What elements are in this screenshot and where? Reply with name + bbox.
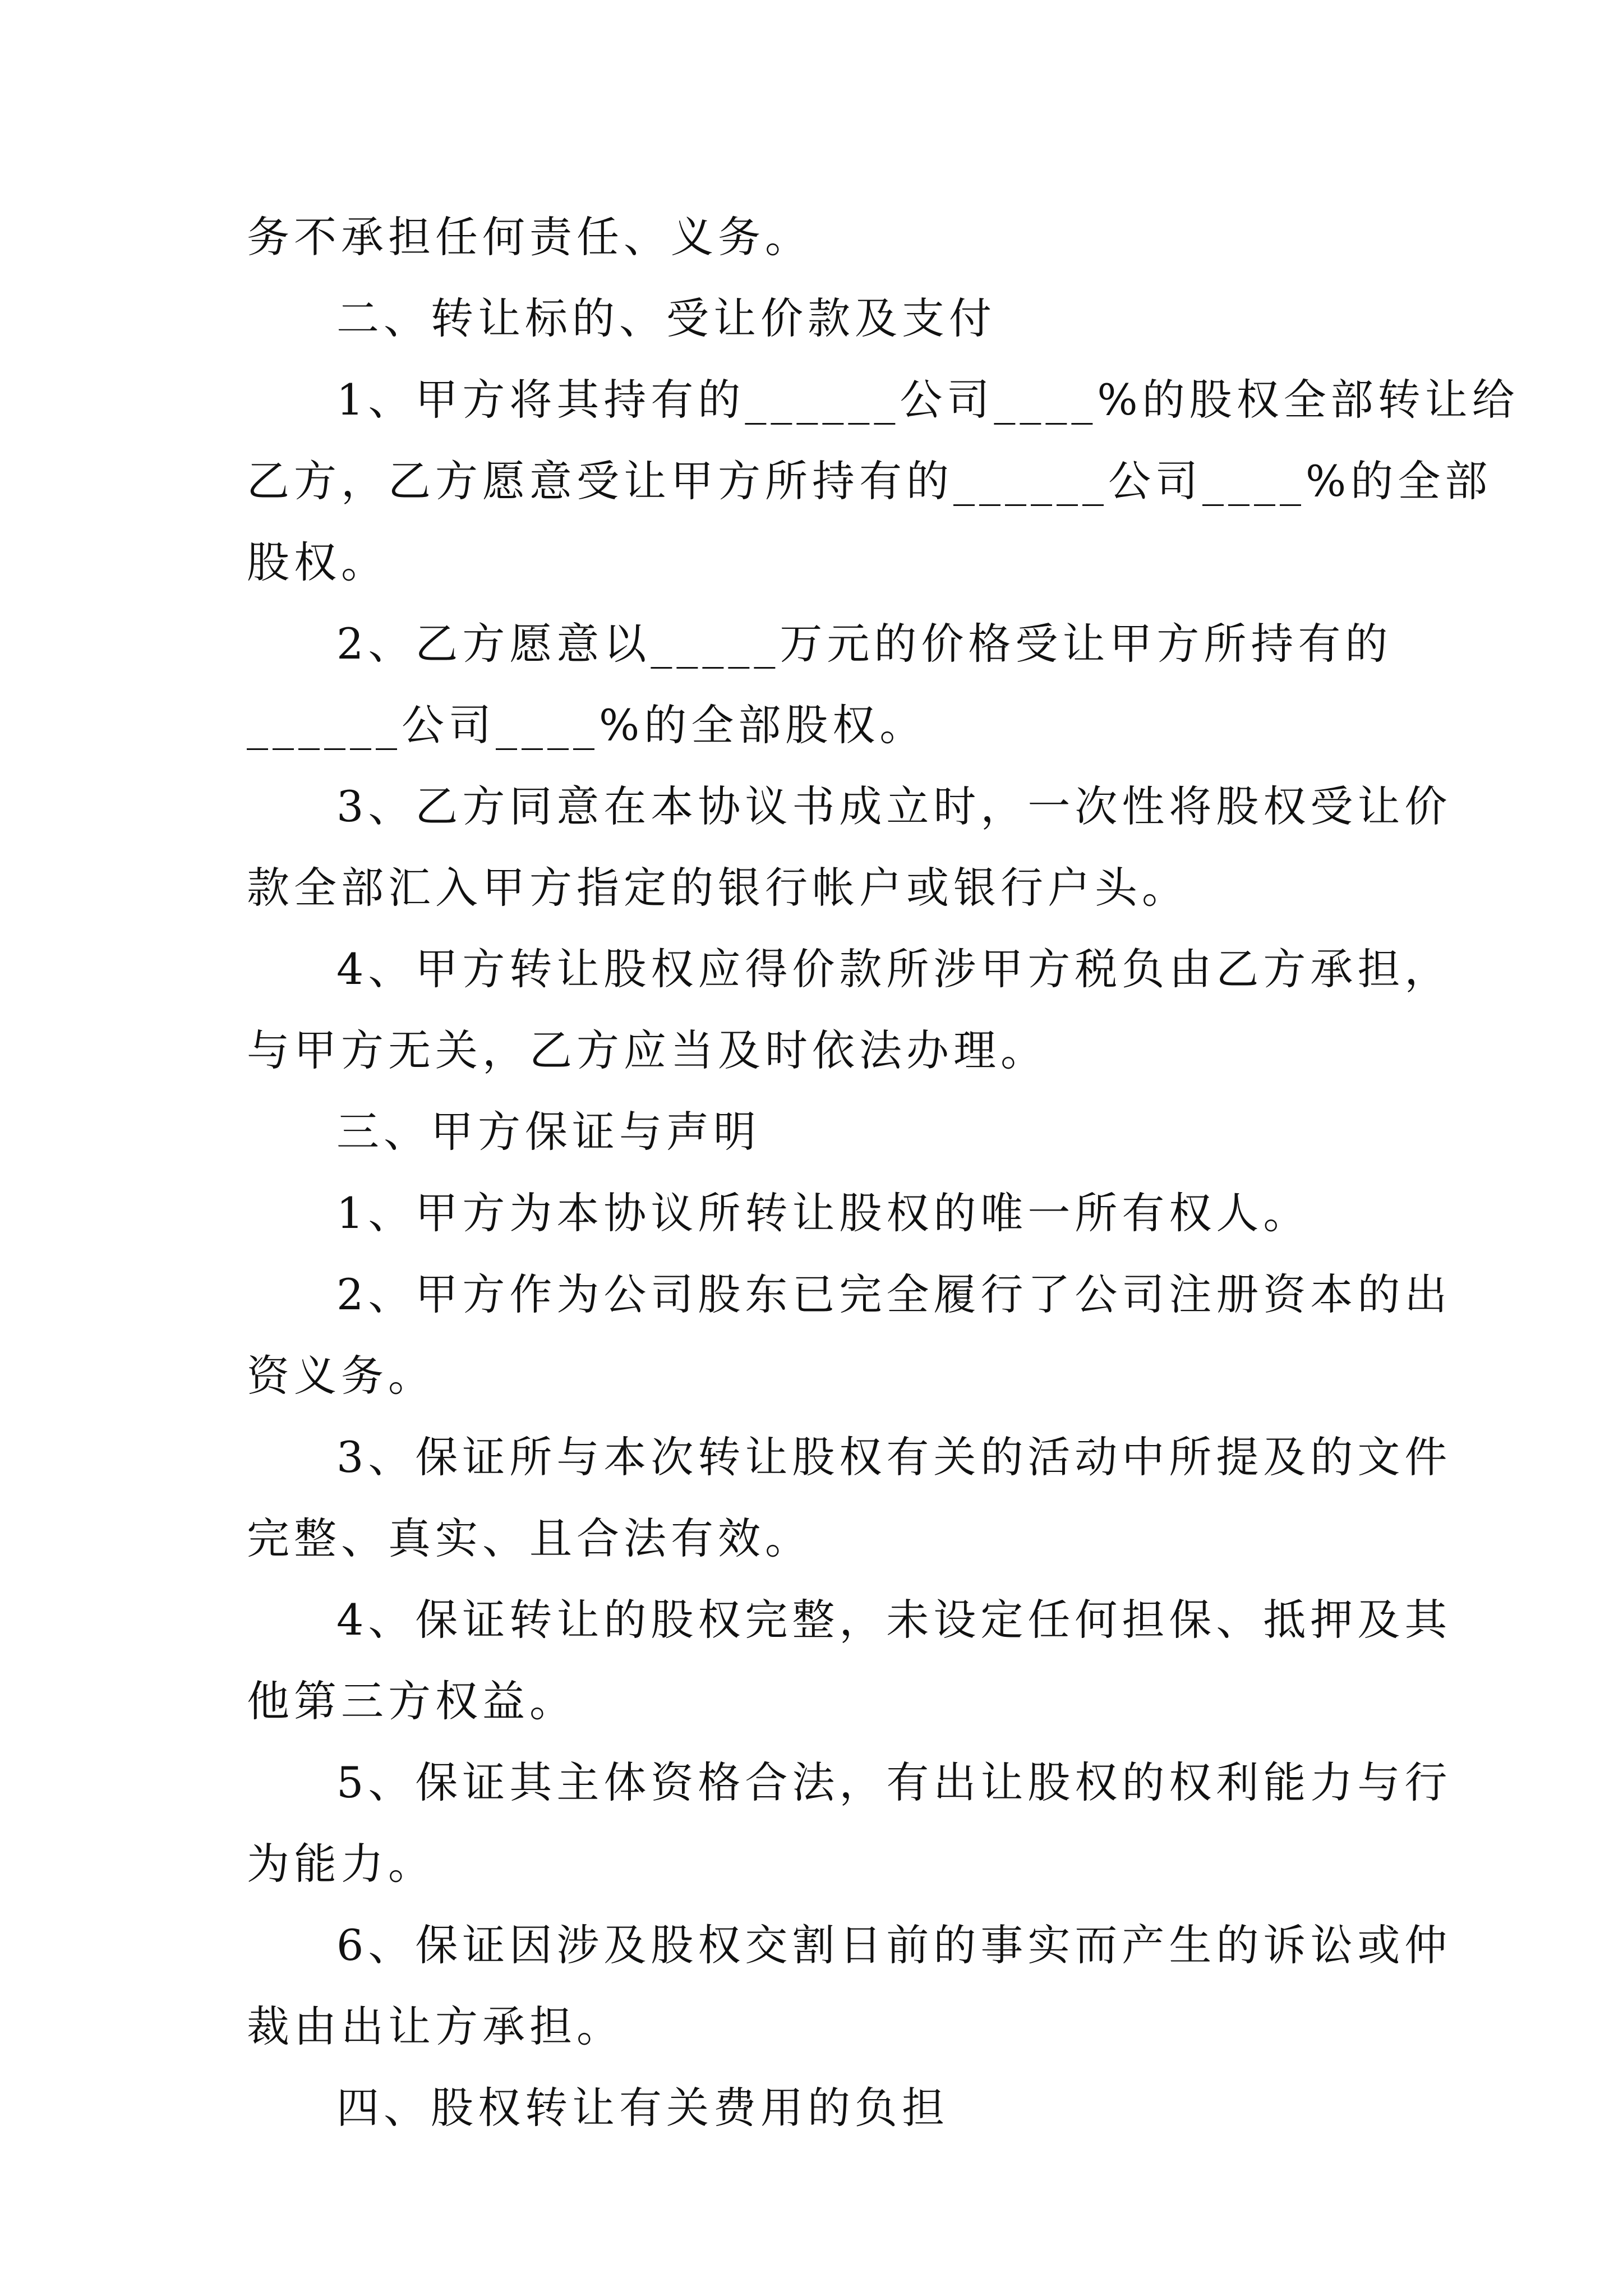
text-line: 为能力。 bbox=[247, 1839, 435, 1889]
text-line: 3、乙方同意在本协议书成立时，一次性将股权受让价 bbox=[336, 781, 1452, 831]
section-heading: 四、股权转让有关费用的负担 bbox=[336, 2083, 949, 2133]
text-line: 6、保证因涉及股权交割日前的事实而产生的诉讼或仲 bbox=[336, 1920, 1452, 1970]
text-line: ______公司____%的全部股权。 bbox=[247, 700, 927, 750]
text-line: 款全部汇入甲方指定的银行帐户或银行户头。 bbox=[247, 863, 1189, 913]
text-line: 裁由出让方承担。 bbox=[247, 2001, 624, 2051]
section-heading: 三、甲方保证与声明 bbox=[336, 1107, 760, 1157]
section-heading: 二、转让标的、受让价款及支付 bbox=[336, 293, 996, 343]
text-line: 乙方，乙方愿意受让甲方所持有的______公司____%的全部 bbox=[247, 456, 1492, 506]
text-line: 2、乙方愿意以_____万元的价格受让甲方所持有的 bbox=[336, 619, 1393, 669]
text-line: 4、保证转让的股权完整，未设定任何担保、抵押及其 bbox=[336, 1595, 1452, 1645]
text-line: 3、保证所与本次转让股权有关的活动中所提及的文件 bbox=[336, 1432, 1452, 1482]
text-line: 1、甲方将其持有的______公司____%的股权全部转让给 bbox=[336, 375, 1519, 425]
text-line: 务不承担任何责任、义务。 bbox=[247, 212, 812, 262]
text-line: 他第三方权益。 bbox=[247, 1676, 577, 1726]
text-line: 1、甲方为本协议所转让股权的唯一所有权人。 bbox=[336, 1188, 1311, 1238]
text-line: 资义务。 bbox=[247, 1351, 435, 1401]
text-line: 5、保证其主体资格合法，有出让股权的权利能力与行 bbox=[336, 1757, 1452, 1807]
text-line: 完整、真实、且合法有效。 bbox=[247, 1513, 812, 1563]
text-line: 股权。 bbox=[247, 537, 388, 587]
text-line: 4、甲方转让股权应得价款所涉甲方税负由乙方承担， bbox=[336, 944, 1452, 994]
text-line: 2、甲方作为公司股东已完全履行了公司注册资本的出 bbox=[336, 1269, 1452, 1319]
text-line: 与甲方无关，乙方应当及时依法办理。 bbox=[247, 1025, 1048, 1075]
